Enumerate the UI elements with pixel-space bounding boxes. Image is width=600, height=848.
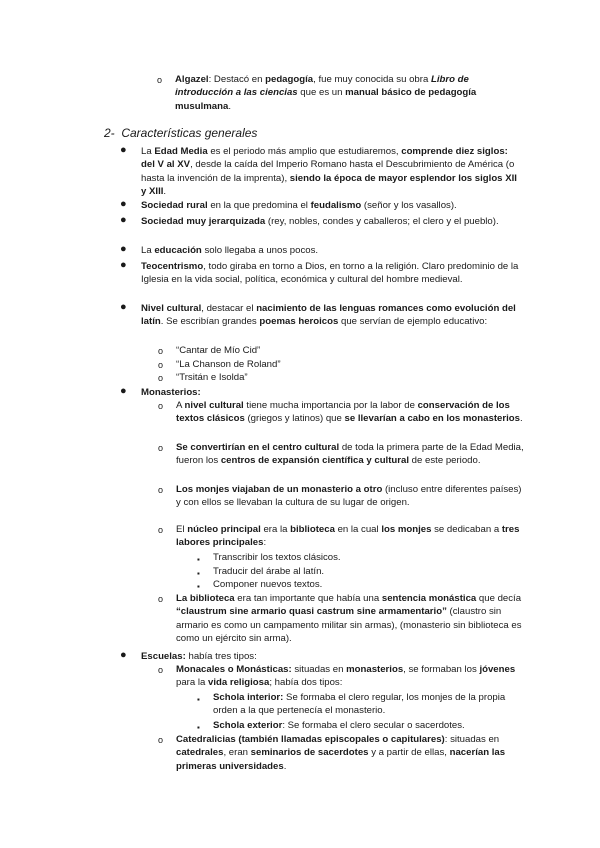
section-title: Características generales (121, 126, 258, 140)
circle-bullet-icon: o (158, 360, 164, 370)
intro-item-algazel: Algazel: Destacó en pedagogía, fue muy conocida su obra Libro de introducción a las ciencias que es un manual básico de pedagogía musulmana. (175, 74, 477, 112)
labor-item: Componer nuevos textos. (213, 579, 323, 590)
bullet-sociedad-rural: Sociedad rural en la que predomina el feudalismo (señor y los vasallos). (141, 200, 457, 211)
escuelas-catedralicias: Catedralicias (también llamadas episcopales o capitulares): situadas en catedrales, eran seminarios de sacerdotes y a partir de ellas, nacerían las primeras universidades. (176, 734, 506, 772)
labor-item: Traducir del árabe al latín. (213, 566, 325, 577)
circle-bullet-icon: o (158, 485, 164, 495)
bullet-icon: ● (120, 385, 127, 397)
square-bullet-icon: ▪ (197, 555, 200, 564)
poem-item: “La Chanson de Roland” (176, 359, 281, 370)
poem-item: “Cantar de Mío Cid” (176, 345, 261, 356)
monasterios-item-3: Los monjes viajaban de un monasterio a otro (incluso entre diferentes países) y con ellos se llevaban la cultura de su lugar de origen. (176, 484, 522, 509)
bullet-teocentrismo: Teocentrismo, todo giraba en torno a Dios, en torno a la religión. Claro predominio de la Iglesia en la vida social, política, económica y cultural del hombre medieval. (141, 261, 519, 286)
section-heading (104, 127, 257, 140)
circle-bullet-icon: o (158, 525, 164, 535)
square-bullet-icon: ▪ (197, 695, 200, 704)
bullet-icon: ● (120, 301, 127, 313)
bullet-escuelas: Escuelas: había tres tipos: (141, 651, 257, 662)
bullet-icon: ● (120, 243, 127, 255)
bullet-icon: ● (120, 198, 127, 210)
bullet-icon: ● (120, 144, 127, 156)
bullet-sociedad-jerarquizada: Sociedad muy jerarquizada (rey, nobles, condes y caballeros; el clero y el pueblo). (141, 216, 499, 227)
bullet-icon: ● (120, 214, 127, 226)
bullet-icon: ● (120, 649, 127, 661)
circle-bullet-icon: o (157, 75, 163, 85)
schola-interior: Schola interior: Se formaba el clero regular, los monjes de la propia orden a la que pertenecía el monasterio. (213, 692, 506, 717)
bullet-monasterios: Monasterios: (141, 387, 201, 398)
poem-item: “Trsitán e Isolda” (176, 372, 248, 383)
monasterios-item-4: El núcleo principal era la biblioteca en la cual los monjes se dedicaban a tres labores principales: (176, 524, 520, 549)
monasterios-item-1: A nivel cultural tiene mucha importancia por la labor de conservación de los textos clásicos (griegos y latinos) que se llevarían a cabo en los monasterios. (176, 400, 523, 425)
labor-item: Transcribir los textos clásicos. (213, 552, 341, 563)
section-number: 2- (104, 126, 115, 140)
circle-bullet-icon: o (158, 665, 164, 675)
circle-bullet-icon: o (158, 594, 164, 604)
circle-bullet-icon: o (158, 373, 164, 383)
square-bullet-icon: ▪ (197, 723, 200, 732)
circle-bullet-icon: o (158, 401, 164, 411)
bullet-icon: ● (120, 259, 127, 271)
square-bullet-icon: ▪ (197, 569, 200, 578)
circle-bullet-icon: o (158, 443, 164, 453)
square-bullet-icon: ▪ (197, 582, 200, 591)
bullet-edad-media: La Edad Media es el periodo más amplio que estudiaremos, comprende diez siglos: del V al XV, desde la caída del Imperio Romano hasta el Descubrimiento de América (o hasta la invención de la imprenta), siendo la época de mayor esplendor los siglos XII y XIII. (141, 146, 517, 197)
circle-bullet-icon: o (158, 735, 164, 745)
monasterios-item-5: La biblioteca era tan importante que había una sentencia monástica que decía “claustrum sine armario quasi castrum sine armamentario” (claustro sin armario es como un campamento militar sin armas), (monasterio sin biblioteca es como un ejército sin arma). (176, 593, 522, 644)
bullet-educacion: La educación solo llegaba a unos pocos. (141, 245, 319, 256)
bullet-nivel-cultural: Nivel cultural, destacar el nacimiento de las lenguas romances como evolución del latín. Se escribían grandes poemas heroicos que servían de ejemplo educativo: (141, 303, 516, 328)
circle-bullet-icon: o (158, 346, 164, 356)
schola-exterior: Schola exterior: Se formaba el clero secular o sacerdotes. (213, 720, 465, 731)
monasterios-item-2: Se convertirían en el centro cultural de toda la primera parte de la Edad Media, fueron los centros de expansión científica y cultural de este periodo. (176, 442, 524, 467)
escuelas-monacales: Monacales o Monásticas: situadas en monasterios, se formaban los jóvenes para la vida religiosa; había dos tipos: (176, 664, 516, 689)
